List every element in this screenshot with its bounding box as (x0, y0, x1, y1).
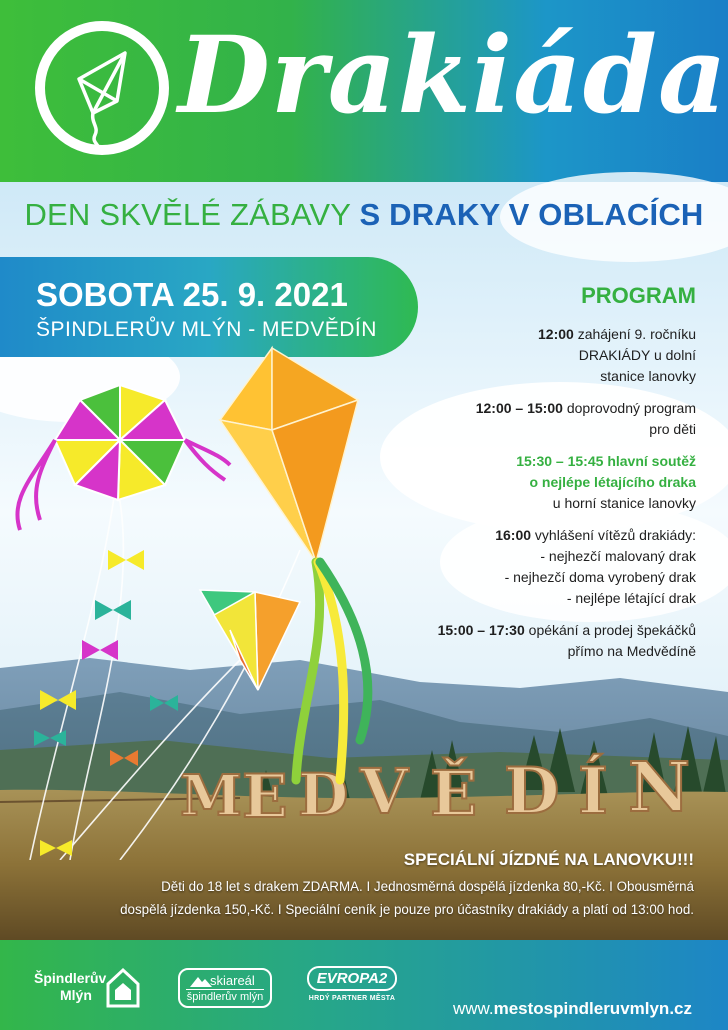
special-fare-text: dospělá jízdenka 150,-Kč. I Speciální ceník je pouze pro účastníky drakiády a platí od 13:00 hod. (120, 902, 694, 917)
program-section (366, 283, 696, 673)
logo-text: skiareál (210, 973, 255, 988)
tagline-part2: S DRAKY V OBLACÍCH (359, 197, 704, 232)
program-text: přímo na Medvědíně (567, 643, 696, 659)
program-text: - nejlépe létající drak (566, 590, 696, 606)
logo-text: HRDÝ PARTNER MĚSTA (308, 995, 396, 1002)
program-title: PROGRAM (581, 283, 696, 308)
header-band (0, 0, 728, 182)
sign-letter: D (504, 754, 560, 825)
kites-illustration (0, 340, 420, 860)
program-item (366, 451, 696, 514)
special-fare-text: Děti do 18 let s drakem ZDARMA. I Jednosměrná dospělá jízdenka 80,-Kč. I Obousměrná (161, 879, 694, 894)
orange-kite (220, 348, 358, 562)
program-text: u horní stanice lanovky (552, 495, 696, 511)
kite-ribbon (185, 440, 230, 480)
program-time: 12:00 (538, 326, 574, 342)
program-text: pro děti (649, 421, 696, 437)
program-time: 16:00 (495, 527, 532, 543)
logo-text: špindlerův mlýn (186, 991, 264, 1003)
program-text: vyhlášení vítězů drakiády: (534, 527, 696, 543)
program-item (366, 525, 696, 609)
rainbow-kite (200, 590, 300, 690)
sign-letter: V (360, 755, 409, 825)
program-text: - nejhezčí doma vyrobený drak (504, 569, 696, 585)
program-text: opékání a prodej špekáčků (528, 622, 696, 638)
kite-circle-icon (33, 19, 171, 157)
program-time: 15:00 – 17:30 (437, 622, 525, 638)
event-date: SOBOTA 25. 9. 2021 (36, 276, 348, 313)
sign-letter: Ě (430, 757, 478, 825)
program-time: 15:30 – 15:45 (516, 453, 604, 469)
program-text: o nejlépe létajícího draka (529, 474, 696, 490)
logo-text: Mlýn (60, 987, 92, 1003)
program-item (366, 398, 696, 440)
url-domain: mestospindleruvmlyn.cz (493, 999, 692, 1018)
skiareal-logo (178, 968, 272, 1008)
hexagon-kite (55, 385, 185, 500)
sign-letter: E (242, 762, 288, 825)
sign-letter: N (628, 748, 691, 825)
spindleruv-mlyn-logo (34, 966, 144, 1012)
sign-letter: Í (578, 754, 608, 825)
mountain-icon (190, 975, 212, 987)
tagline (0, 197, 728, 233)
evropa2-logo (306, 966, 398, 1012)
tagline-part1: DEN SKVĚLÉ ZÁBAVY (24, 197, 360, 232)
logo-text: Špindlerův (34, 970, 107, 986)
url-prefix: www. (452, 999, 494, 1018)
sign-letter: M (180, 763, 242, 825)
event-place: ŠPINDLERŮV MLÝN - MEDVĚDÍN (36, 318, 377, 341)
program-text: zahájení 9. ročníku (577, 326, 696, 342)
program-text: doprovodný program (566, 400, 696, 416)
program-text: - nejhezčí malovaný drak (540, 548, 696, 564)
website-link[interactable] (453, 999, 692, 1019)
kite-ribbon (17, 440, 55, 530)
bear-house-icon (106, 966, 140, 1008)
logo-text: EVROPA2 (307, 966, 398, 991)
sign-letter: D (298, 761, 349, 825)
program-text: DRAKIÁDY u dolní (578, 347, 696, 363)
program-item (366, 620, 696, 662)
program-item (366, 324, 696, 387)
program-text: hlavní soutěž (607, 453, 696, 469)
kite-tail (296, 562, 368, 780)
special-fare-title: SPECIÁLNÍ JÍZDNÉ NA LANOVKU!!! (403, 850, 694, 869)
poster-title: Drakiáda (178, 12, 728, 137)
program-text: stanice lanovky (600, 368, 696, 384)
program-time: 12:00 – 15:00 (475, 400, 563, 416)
